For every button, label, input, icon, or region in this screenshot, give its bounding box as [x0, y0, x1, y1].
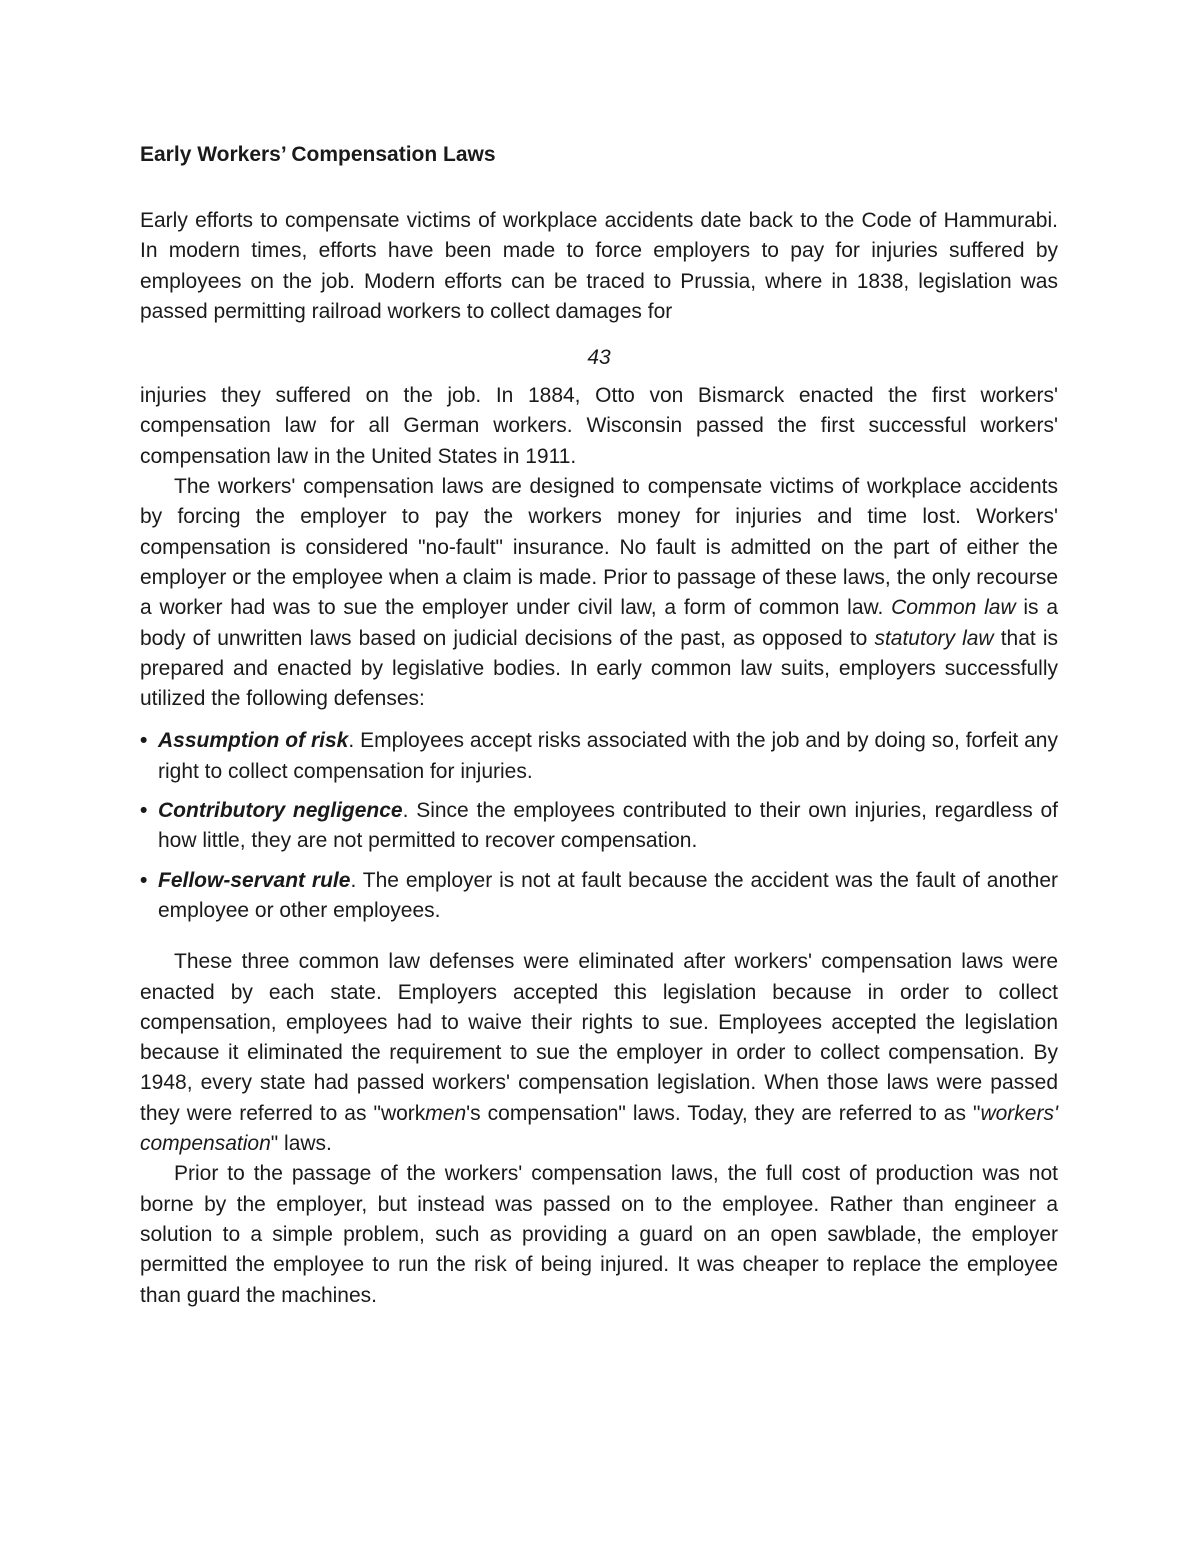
defense-term: Contributory negligence: [158, 799, 403, 823]
defense-description: . Since the employees contributed to their own injuries, regardless of how little, they are not permitted to recover compensation.: [158, 799, 1058, 853]
defense-description: . The employer is not at fault because the accident was the fault of another employee or other employees.: [158, 868, 1059, 922]
term-workers-compensation: workers' compensation: [140, 1101, 1058, 1156]
term-common-law: Common law: [891, 596, 1016, 620]
paragraph-text: The workers' compensation laws are designed to compensate victims of workplace accidents by forcing the employer to pay the workers money for injuries and time lost. Workers' compensation is considered "no-fault" insurance. No fault is admitted on the part of either the employer or the employee when a claim is made. Prior to passage of these laws, the only recourse a worker had was to sue the employer under civil law, a form of common law.: [140, 475, 1058, 620]
term-men: men: [425, 1101, 467, 1125]
paragraph-text: 's compensation" laws. Today, they are referred to as ": [466, 1101, 981, 1125]
paragraph-text: that is prepared and enacted by legislative bodies. In early common law suits, employers successfully utilized the following defenses:: [140, 626, 1058, 711]
paragraph-text: These three common law defenses were eliminated after workers' compensation laws were enacted by each state. Employers accepted this legislation because in order to collect compensation, employees had to waive their rights to sue. Employees accepted the legislation because it eliminated the requirement to sue the employer in order to collect compensation. By 1948, every state had passed workers' compensation legislation. When those laws were passed they were referred to as "work: [140, 950, 1058, 1125]
paragraph-common-law: [140, 472, 1058, 714]
document-page: [140, 140, 1058, 1311]
document-title: Early Workers’ Compensation Laws: [140, 143, 496, 166]
defense-term: Assumption of risk: [158, 729, 349, 753]
bullet-marker: •: [140, 868, 148, 892]
defense-description: . Employees accept risks associated with the job and by doing so, forfeit any right to collect compensation for injuries.: [158, 729, 1058, 783]
defenses-list: [140, 726, 1058, 926]
paragraph-cost-of-production: Prior to the passage of the workers' compensation laws, the full cost of production was not borne by the employer, but instead was passed on to the employee. Rather than engineer a solution to a simple problem, such as providing a guard on an open sawblade, the employer permitted the employee to run the risk of being injured. It was cheaper to replace the employee than guard the machines.: [140, 1162, 1058, 1307]
defense-term: Fellow-servant rule: [158, 868, 351, 892]
bullet-marker: •: [140, 729, 148, 753]
spacer: [140, 935, 1058, 947]
paragraph-text: " laws.: [270, 1132, 332, 1156]
paragraph-defenses-eliminated: [140, 947, 1058, 1159]
continuation-paragraph: injuries they suffered on the job. In 1884, Otto von Bismarck enacted the first workers' compensation law for all German workers. Wisconsin passed the first successful workers' compensation law in the United States in 1911.: [140, 384, 1058, 468]
list-item: [140, 726, 1058, 787]
bullet-marker: •: [140, 799, 148, 823]
list-item: [140, 866, 1058, 927]
list-item: [140, 796, 1058, 857]
page-number: 43: [587, 346, 611, 370]
paragraph-text: is a body of unwritten laws based on judicial decisions of the past, as opposed to: [140, 596, 1059, 650]
intro-paragraph: Early efforts to compensate victims of workplace accidents date back to the Code of Hammurabi. In modern times, efforts have been made to force employers to pay for injuries suffered by employees on the job. Modern efforts can be traced to Prussia, where in 1838, legislation was passed permitting railroad workers to collect damages for: [140, 209, 1058, 323]
term-statutory-law: statutory law: [874, 626, 994, 650]
